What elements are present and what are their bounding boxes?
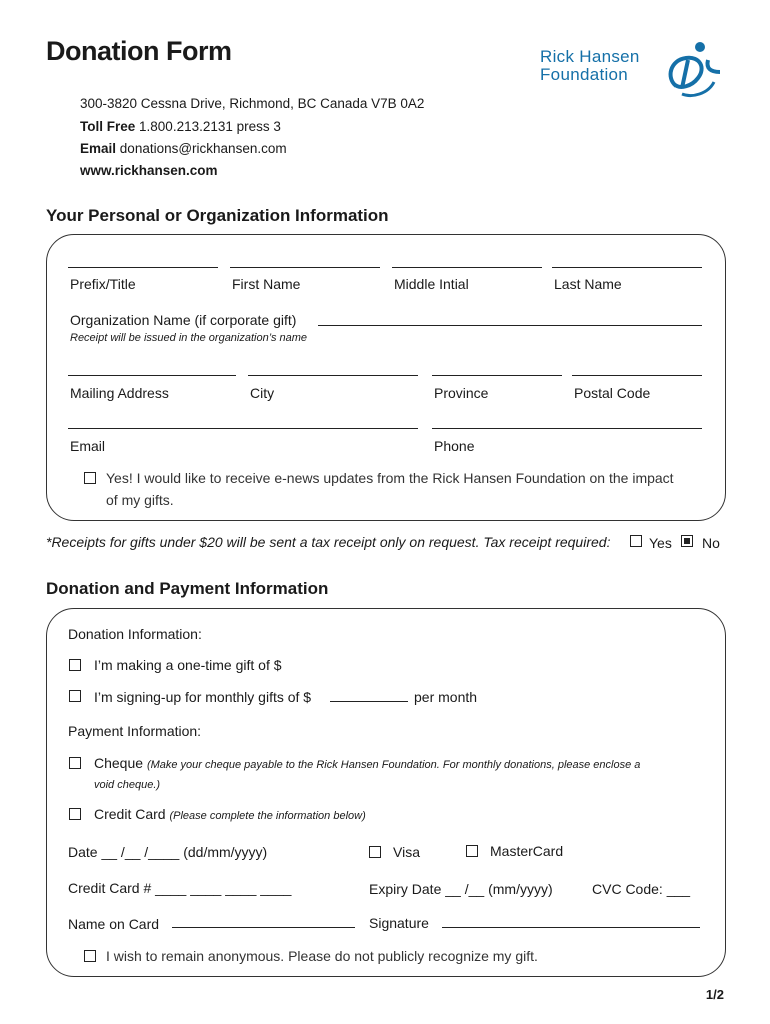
personal-heading: Your Personal or Organization Information	[46, 206, 389, 225]
logo-line-1: Rick Hansen	[540, 47, 640, 66]
tollfree-line	[80, 119, 281, 134]
signature-field[interactable]	[442, 927, 700, 928]
tollfree-value: 1.800.213.2131 press 3	[139, 119, 281, 134]
first-name-field[interactable]	[230, 267, 380, 268]
signature-label: Signature	[369, 915, 429, 931]
date-line	[68, 844, 267, 860]
onetime-label: I’m making a one-time gift of $	[94, 657, 282, 673]
donation-heading: Donation and Payment Information	[46, 579, 329, 598]
mastercard-label: MasterCard	[490, 843, 564, 859]
last-name-field[interactable]	[552, 267, 702, 268]
cvc-line	[592, 881, 690, 897]
province-label: Province	[434, 385, 489, 401]
prefix-label: Prefix/Title	[70, 276, 136, 292]
credit-card-note: (Please complete the information below)	[169, 810, 366, 822]
phone-field[interactable]	[432, 428, 702, 429]
receipt-note: *Receipts for gifts under $20 will be sent a tax receipt only on request. Tax receipt required:	[46, 534, 611, 550]
city-label: City	[250, 385, 275, 401]
date-label: Date	[68, 844, 98, 860]
payment-info-label: Payment Information:	[68, 723, 202, 739]
mailing-field[interactable]	[68, 375, 236, 376]
cc-blank[interactable]: ____ ____ ____ ____	[155, 880, 292, 896]
donation-info-label: Donation Information:	[68, 626, 202, 642]
date-blank[interactable]: __ /__ /____	[101, 844, 180, 860]
cheque-note-1: (Make your cheque payable to the Rick Hansen Foundation. For monthly donations, please enclose a	[146, 759, 641, 771]
date-format: (dd/mm/yyyy)	[183, 844, 268, 860]
tollfree-label: Toll Free	[80, 119, 136, 134]
monthly-label: I’m signing-up for monthly gifts of $	[94, 689, 312, 705]
credit-card-line	[94, 806, 366, 822]
email-field[interactable]	[68, 428, 418, 429]
cheque-line	[94, 755, 640, 771]
expiry-line	[369, 881, 553, 897]
mailing-label: Mailing Address	[70, 385, 169, 401]
anonymous-checkbox[interactable]	[84, 950, 96, 962]
monthly-amount-field[interactable]	[330, 701, 408, 702]
email-label: Email	[70, 438, 106, 454]
cc-line	[68, 880, 291, 896]
expiry-format: (mm/yyyy)	[488, 881, 553, 897]
name-on-card-field[interactable]	[172, 927, 355, 928]
last-name-label: Last Name	[554, 276, 622, 292]
province-field[interactable]	[432, 375, 562, 376]
cvc-blank[interactable]: ___	[666, 881, 691, 897]
email-line	[80, 141, 287, 156]
org-field[interactable]	[318, 325, 702, 326]
address-line: 300-3820 Cessna Drive, Richmond, BC Canada V7B 0A2	[80, 96, 425, 111]
credit-card-checkbox[interactable]	[69, 808, 81, 820]
expiry-blank[interactable]: __ /__	[445, 881, 485, 897]
name-on-card-label: Name on Card	[68, 916, 160, 932]
postal-field[interactable]	[572, 375, 702, 376]
visa-checkbox[interactable]	[369, 846, 381, 858]
cvc-label: CVC Code:	[592, 881, 663, 897]
website-link[interactable]: www.rickhansen.com	[80, 163, 218, 178]
logo-line-2: Foundation	[540, 65, 629, 84]
email-label: Email	[80, 141, 117, 156]
per-month-label: per month	[414, 689, 478, 705]
org-note: Receipt will be issued in the organization’s name	[70, 332, 308, 344]
monthly-checkbox[interactable]	[69, 690, 81, 702]
foundation-logo	[520, 30, 730, 110]
receipt-no-label: No	[702, 535, 720, 551]
phone-label: Phone	[434, 438, 475, 454]
prefix-field[interactable]	[68, 267, 218, 268]
visa-label: Visa	[393, 844, 420, 860]
receipt-yes-label: Yes	[649, 535, 672, 551]
middle-name-field[interactable]	[392, 267, 542, 268]
enews-text-1: Yes! I would like to receive e-news updates from the Rick Hansen Foundation on the impact	[106, 470, 674, 486]
page-number: 1/2	[705, 987, 724, 1002]
postal-label: Postal Code	[574, 385, 651, 401]
page-title: Donation Form	[46, 36, 232, 66]
receipt-no-checkbox[interactable]	[681, 535, 693, 547]
cheque-note-2: void cheque.)	[94, 779, 161, 791]
org-label: Organization Name (if corporate gift)	[70, 312, 297, 328]
first-name-label: First Name	[232, 276, 301, 292]
cheque-checkbox[interactable]	[69, 757, 81, 769]
expiry-label: Expiry Date	[369, 881, 442, 897]
onetime-checkbox[interactable]	[69, 659, 81, 671]
cc-label: Credit Card #	[68, 880, 152, 896]
middle-name-label: Middle Intial	[394, 276, 469, 292]
city-field[interactable]	[248, 375, 418, 376]
logo-mark-icon	[662, 38, 726, 100]
enews-text-2: of my gifts.	[106, 492, 174, 508]
email-value: donations@rickhansen.com	[119, 141, 287, 156]
enews-checkbox[interactable]	[84, 472, 96, 484]
cheque-label: Cheque	[94, 755, 144, 771]
mastercard-checkbox[interactable]	[466, 845, 478, 857]
receipt-yes-checkbox[interactable]	[630, 535, 642, 547]
anonymous-label: I wish to remain anonymous. Please do not publicly recognize my gift.	[106, 948, 538, 964]
credit-card-label: Credit Card	[94, 806, 166, 822]
